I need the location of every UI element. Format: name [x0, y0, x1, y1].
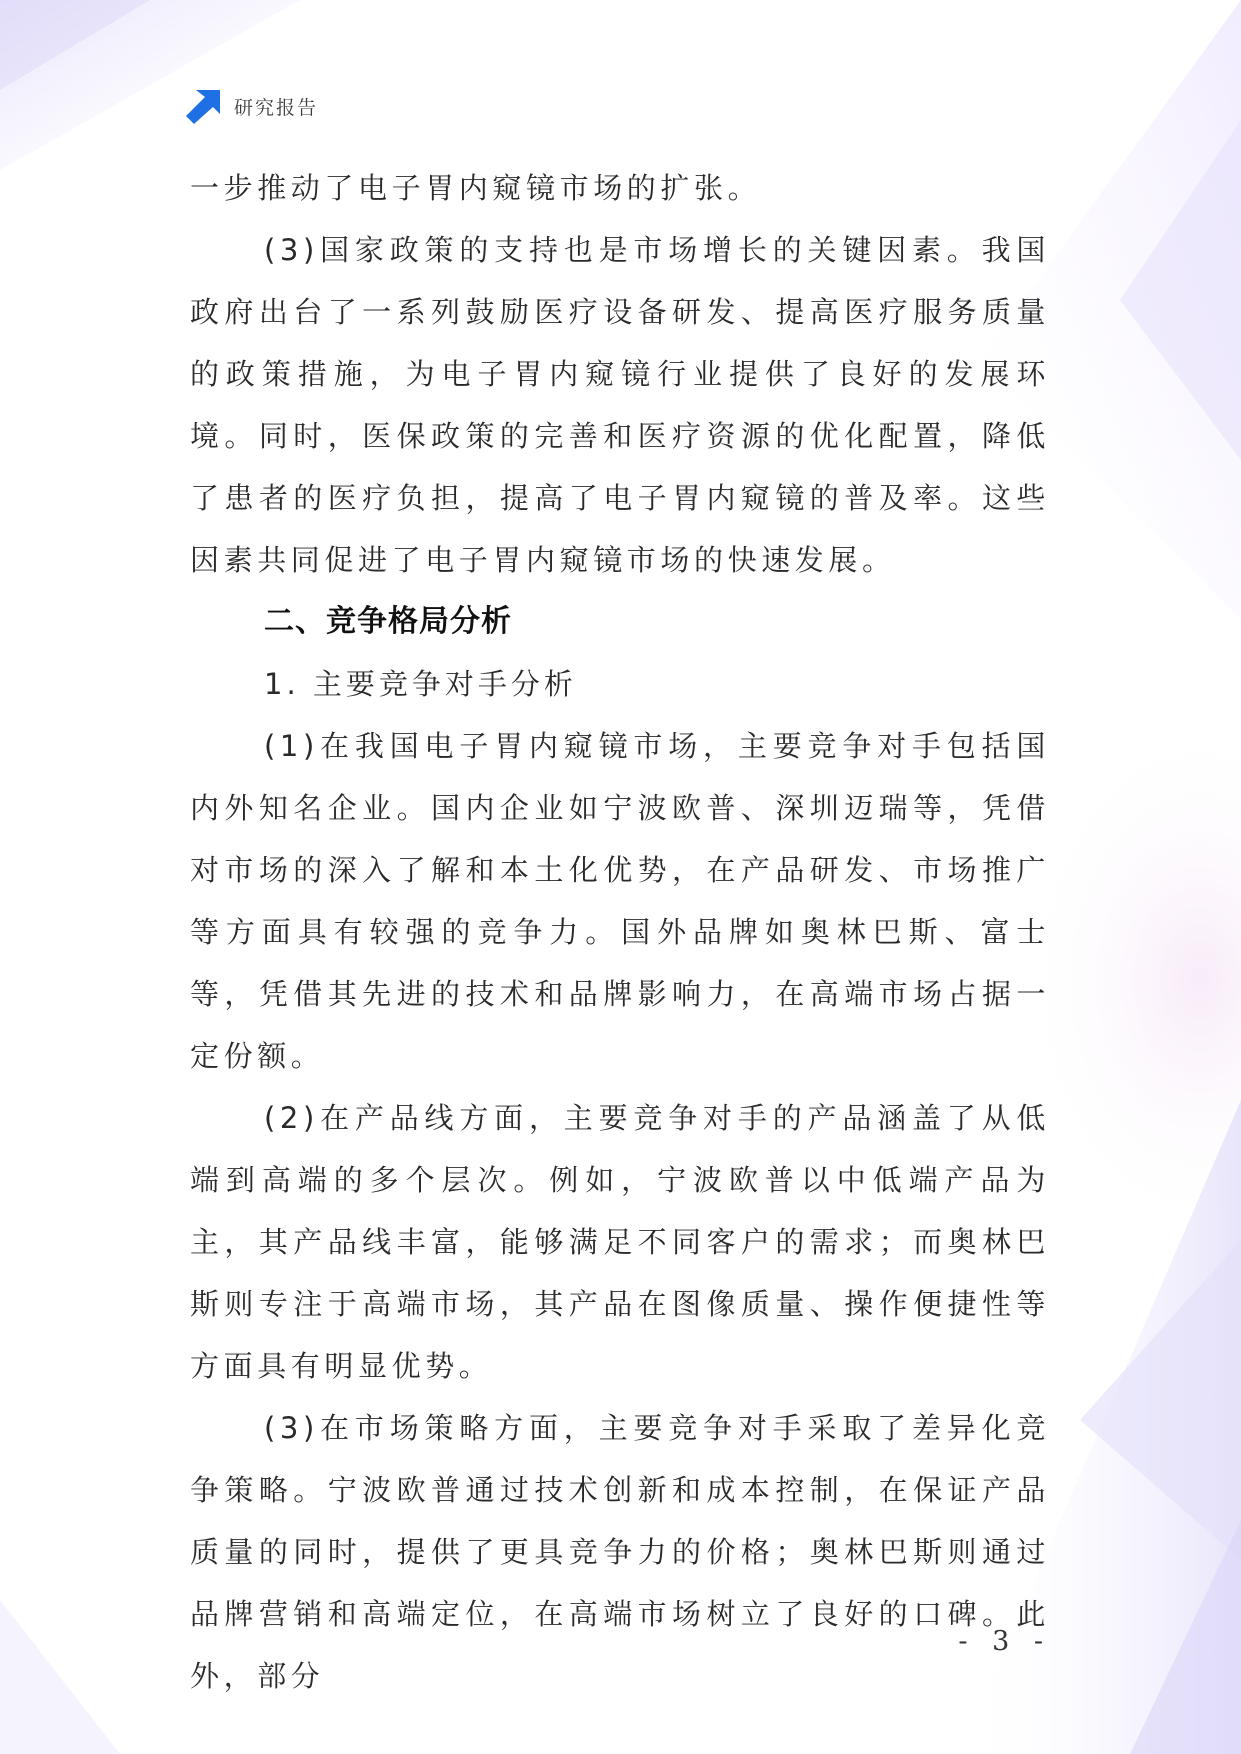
body-paragraph: (1)在我国电子胃内窥镜市场，主要竞争对手包括国内外知名企业。国内企业如宁波欧普、深圳迈瑞等，凭借对市场的深入了解和本土化优势，在产品研发、市场推广等方面具有较强的竞争力。国外品牌如奥林巴斯、富士等，凭借其先进的技术和品牌影响力，在高端市场占据一定份额。 [190, 729, 1050, 1073]
body-paragraph: (3)在市场策略方面，主要竞争对手采取了差异化竞争策略。宁波欧普通过技术创新和成本控制，在保证产品质量的同时，提供了更具竞争力的价格；奥林巴斯则通过品牌营销和高端定位，在高端市场树立了良好的口碑。此外，部分 [190, 1411, 1050, 1693]
body-paragraph: 一步推动了电子胃内窥镜市场的扩张。 [190, 171, 762, 205]
section-heading: 二、竞争格局分析 [264, 604, 512, 639]
header-title: 研究报告 [234, 96, 319, 119]
body-paragraph: (3)国家政策的支持也是市场增长的关键因素。我国政府出台了一系列鼓励医疗设备研发、提高医疗服务质量的政策措施，为电子胃内窥镜行业提供了良好的发展环境。同时，医保政策的完善和医疗资源的优化配置，降低了患者的医疗负担，提高了电子胃内窥镜的普及率。这些因素共同促进了电子胃内窥镜市场的快速发展。 [190, 233, 1050, 577]
report-body [190, 157, 1050, 1707]
body-paragraph: (2)在产品线方面，主要竞争对手的产品涵盖了从低端到高端的多个层次。例如，宁波欧普以中低端产品为主，其产品线丰富，能够满足不同客户的需求；而奥林巴斯则专注于高端市场，其产品在图像质量、操作便捷性等方面具有明显优势。 [190, 1101, 1050, 1383]
page-number: - 3 - [958, 1626, 1051, 1657]
subsection-heading: 1. 主要竞争对手分析 [264, 667, 577, 701]
arrow-up-right-icon [186, 88, 222, 124]
report-header [186, 88, 318, 124]
